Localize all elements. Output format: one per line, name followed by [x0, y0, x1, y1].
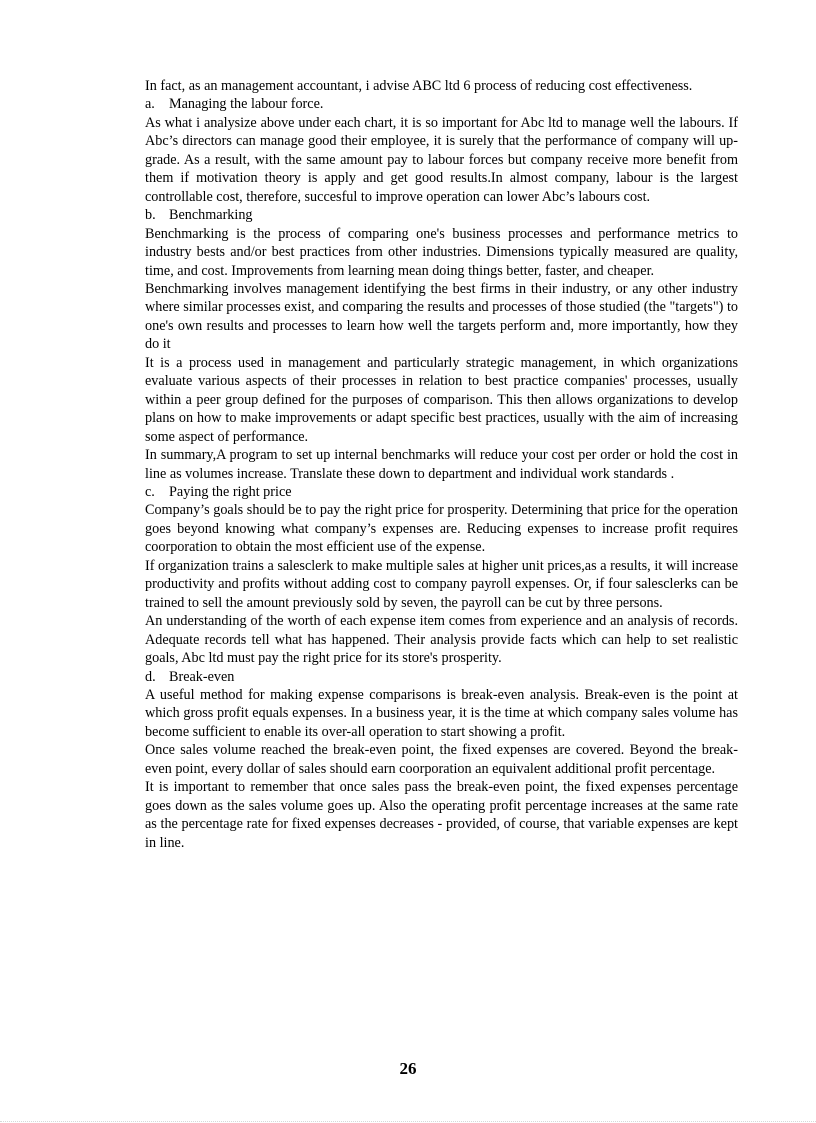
- section-title: Break-even: [169, 668, 235, 685]
- section-break-even: [118, 668, 738, 853]
- paragraph: Company’s goals should be to pay the right price for prosperity. Determining that price for the operation goes beyond knowing what company’s expenses are. Reducing expenses to increase profit requires coorporation to obtain the most efficient use of the expense.: [145, 502, 738, 556]
- section-heading: [145, 483, 738, 501]
- section-letter: c.: [145, 483, 155, 500]
- paragraph: Benchmarking is the process of comparing one's business processes and performance metrics to industry bests and/or best practices from other industries. Dimensions typically measured are quality, time, and cost. Improvements from learning mean doing things better, faster, and cheaper.: [145, 225, 738, 279]
- paragraph: A useful method for making expense comparisons is break-even analysis. Break-even is the point at which gross profit equals expenses. In a business year, it is the time at which company sales volume has become sufficient to enable its over-all operation to start showing a profit.: [145, 686, 738, 740]
- page-number: 26: [399, 1059, 417, 1078]
- section-title: Benchmarking: [169, 207, 253, 224]
- section-benchmarking: [118, 206, 738, 483]
- section-paying-right-price: [118, 483, 738, 668]
- paragraph: An understanding of the worth of each expense item comes from experience and an analysis of records. Adequate records tell what has happened. Their analysis provide facts which can help to set realistic goals, Abc ltd must pay the right price for its store's prosperity.: [145, 613, 738, 667]
- section-heading: [145, 668, 738, 686]
- intro-paragraph: In fact, as an management accountant, i advise ABC ltd 6 process of reducing cost effectiveness.: [145, 78, 693, 94]
- section-title: Paying the right price: [169, 483, 292, 500]
- section-heading: [145, 95, 738, 113]
- page-body: [118, 77, 738, 852]
- section-letter: d.: [145, 668, 156, 685]
- paragraph: Benchmarking involves management identifying the best firms in their industry, or any other industry where similar processes exist, and comparing the results and processes of those studied (the "targets") to one's own results and processes to learn how well the targets perform and, more importantly, how they do it: [145, 280, 738, 353]
- paragraph: In summary,A program to set up internal benchmarks will reduce your cost per order or hold the cost in line as volumes increase. Translate these down to department and individual work standards .: [145, 447, 738, 482]
- paragraph: Once sales volume reached the break-even point, the fixed expenses are covered. Beyond the break-even point, every dollar of sales should earn coorporation an equivalent additional profit percentage.: [145, 742, 738, 777]
- paragraph: It is important to remember that once sales pass the break-even point, the fixed expenses percentage goes down as the sales volume goes up. Also the operating profit percentage increases at the same rate as the percentage rate for fixed expenses decreases - provided, of course, that variable expenses are kept in line.: [145, 779, 738, 851]
- section-letter: b.: [145, 207, 156, 224]
- section-title: Managing the labour force.: [169, 96, 324, 113]
- paragraph: As what i analysize above under each chart, it is so important for Abc ltd to manage well the labours. If Abc’s directors can manage good their employee, it is surely that the performance of company will up-grade. As a result, with the same amount pay to labour forces but company receive more benefit from them if motivation theory is apply and get good results.In almost company, labour is the largest controllable cost, therefore, succesful to improve operation can lower Abc’s labours cost.: [145, 114, 738, 205]
- section-heading: [145, 206, 738, 224]
- section-managing-labour: [118, 95, 738, 206]
- paragraph: It is a process used in management and particularly strategic management, in which organizations evaluate various aspects of their processes in relation to best practice companies' processes, usually within a peer group defined for the purposes of comparison. This then allows organizations to develop plans on how to make improvements or adapt specific best practices, usually with the aim of increasing some aspect of performance.: [145, 354, 738, 445]
- paragraph: If organization trains a salesclerk to make multiple sales at higher unit prices,as a results, it will increase productivity and profits without adding cost to company payroll expenses. Or, if four salesclerks can be trained to sell the amount previously sold by seven, the payroll can be cut by three persons.: [145, 557, 738, 611]
- section-letter: a.: [145, 96, 155, 113]
